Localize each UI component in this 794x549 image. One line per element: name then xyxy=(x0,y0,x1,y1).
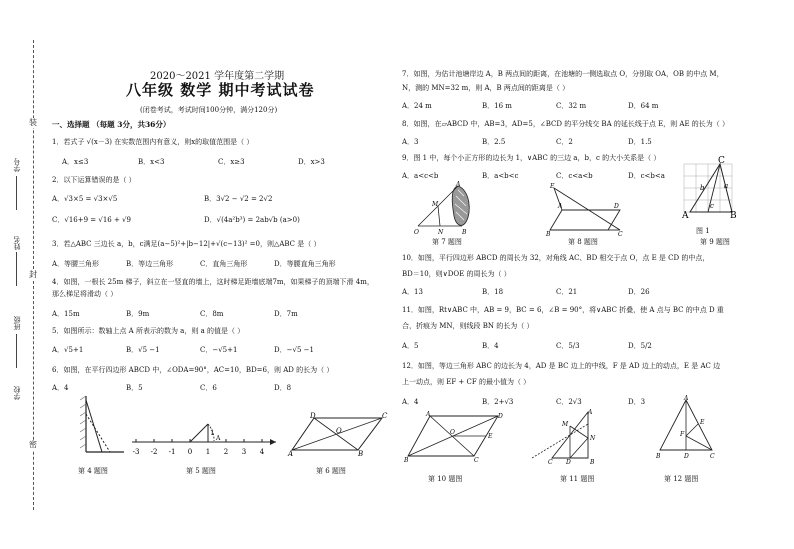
q8-option-a: A．3 xyxy=(402,138,419,146)
svg-text:M: M xyxy=(562,421,569,428)
figure-4 xyxy=(66,392,126,458)
q7-option-a: A．24 m xyxy=(402,102,432,110)
q9-option-b: B．a<b<c xyxy=(482,172,519,180)
question-4-line1: 4．如图，一根长 25m 梯子，斜立在一竖直的墙上，这时梯足距墙底端7m，如果梯子的顶端下滑 4m， xyxy=(52,278,374,286)
svg-text:C: C xyxy=(718,156,725,166)
q1-option-b: B．x<3 xyxy=(138,158,165,166)
question-9: 9．图 1 中，每个小正方形的边长为 1，∨ABC 的三边 a，b，c 的大小关系是（ ） xyxy=(402,154,661,162)
svg-text:A: A xyxy=(456,181,461,188)
svg-text:N: N xyxy=(590,435,596,442)
q9-option-d: D．c<b<a xyxy=(628,172,665,180)
figure-10 xyxy=(402,410,502,462)
figure-6 xyxy=(288,410,388,458)
svg-text:A: A xyxy=(288,450,294,458)
q12-option-a: A．4 xyxy=(402,398,419,406)
caption-figure-5: 第 5 题图 xyxy=(186,467,216,475)
svg-text:F: F xyxy=(680,431,685,438)
question-8: 8．如图，在▱ABCD 中，AB=3，AD=5，∠BCD 的平分线交 BA 的延长线于点 E，则 AE 的长为（ ） xyxy=(402,120,730,128)
tick-label: -2 xyxy=(150,448,158,456)
svg-text:B: B xyxy=(546,231,551,238)
caption-figure-10: 第 10 题图 xyxy=(428,475,463,483)
field-student-id: 学号 xyxy=(13,158,21,172)
q9-option-c: C．c<a<b xyxy=(556,172,593,180)
svg-text:b: b xyxy=(700,184,705,192)
question-10-line2: BD＝10，则∨DOE 的周长为（ ） xyxy=(402,270,511,278)
field-line xyxy=(16,176,17,210)
svg-text:C: C xyxy=(618,231,623,238)
svg-text:A: A xyxy=(426,411,431,418)
binding-word: 装 xyxy=(29,118,37,127)
q12-option-c: C．2√3 xyxy=(556,398,582,406)
q8-option-d: D．1.5 xyxy=(628,138,652,146)
svg-text:A: A xyxy=(588,409,593,416)
q1-option-a: A．x≤3 xyxy=(62,158,89,166)
tick-label: 3 xyxy=(241,448,247,456)
q10-option-a: A．13 xyxy=(402,288,423,296)
svg-text:B: B xyxy=(462,229,467,236)
q8-option-c: C．2 xyxy=(556,138,573,146)
question-7-line1: 7．如图，为估计池塘岸边 A，B 两点间的距离，在池塘的一侧选取点 O，分别取 OA，OB 的中点 M， xyxy=(402,70,724,78)
q3-option-c: C．直角三角形 xyxy=(200,260,248,268)
svg-text:C: C xyxy=(382,412,388,420)
q9-option-a: A．a<c<b xyxy=(402,172,439,180)
q12-option-b: B．2+√3 xyxy=(482,398,514,406)
q6-option-b: B．5 xyxy=(126,384,143,392)
section-title: 一、选择题 （每题 3分，共36分） xyxy=(52,120,171,129)
svg-text:1: 1 xyxy=(210,429,215,437)
svg-text:C: C xyxy=(474,457,479,464)
binding-word: 封 xyxy=(29,270,37,279)
q3-option-a: A．等腰三角形 xyxy=(52,260,100,268)
q7-option-c: C．32 m xyxy=(556,102,587,110)
svg-text:C: C xyxy=(548,459,553,466)
tick-label: -3 xyxy=(132,448,140,456)
svg-text:M: M xyxy=(432,201,439,208)
binding-word: 密 xyxy=(29,440,37,449)
question-2: 2．以下运算错误的是（ ） xyxy=(52,176,136,184)
q11-option-a: A．5 xyxy=(402,342,419,350)
q2-option-d: D．√(4a²b³) = 2ab√b (a>0) xyxy=(204,216,300,224)
q5-option-a: A．√5+1 xyxy=(52,346,84,354)
figure-8 xyxy=(546,182,628,236)
caption-figure-4: 第 4 题图 xyxy=(78,467,108,475)
field-line xyxy=(16,334,17,368)
question-5: 5．如图所示：数轴上点 A 所表示的数为 a，则 a 的值是（ ） xyxy=(52,327,245,335)
svg-text:D: D xyxy=(310,412,316,420)
svg-text:A: A xyxy=(558,203,563,210)
q4-option-c: C．8m xyxy=(200,310,224,318)
svg-text:N: N xyxy=(438,229,444,236)
q10-option-d: D．26 xyxy=(628,288,650,296)
q7-option-b: B．16 m xyxy=(482,102,512,110)
q4-option-b: B．9m xyxy=(126,310,150,318)
question-6: 6．如图，在平行四边形 ABCD 中，∠ODA=90°，AC=10，BD=6，则 AD 的长为（ ） xyxy=(52,366,334,374)
figure-5-number-line xyxy=(130,414,280,462)
exam-note: (闭卷考试，考试时间100分钟，满分120分) xyxy=(140,106,278,114)
q2-option-b: B．3√2 − √2 = 2√2 xyxy=(204,195,273,203)
q6-option-c: C．6 xyxy=(200,384,217,392)
field-school: 学校 xyxy=(13,386,21,400)
caption-figure-6: 第 6 题图 xyxy=(316,467,346,475)
q10-option-b: B．18 xyxy=(482,288,504,296)
q2-option-c: C．√16+9 = √16 + √9 xyxy=(52,216,131,224)
exam-title: 八年级 数学 期中考试试卷 xyxy=(126,81,315,99)
svg-text:O: O xyxy=(414,229,419,236)
q5-option-b: B．√5 −1 xyxy=(126,346,160,354)
caption-figure-11: 第 11 题图 xyxy=(560,475,595,483)
question-4-line2: 那么梯足将滑动（ ） xyxy=(52,290,118,298)
q8-option-b: B．2.5 xyxy=(482,138,506,146)
figure-12 xyxy=(654,396,718,462)
q3-option-b: B．等边三角形 xyxy=(126,260,174,268)
q6-option-d: D．8 xyxy=(274,384,292,392)
q11-option-c: C．5/3 xyxy=(556,342,580,350)
exam-year: 2020～2021 学年度第二学期 xyxy=(150,71,285,82)
svg-text:O: O xyxy=(450,429,455,436)
svg-text:C: C xyxy=(710,453,715,460)
caption-figure-12: 第 12 题图 xyxy=(664,475,699,483)
q1-option-d: D．x>3 xyxy=(298,158,325,166)
svg-text:A: A xyxy=(684,395,689,402)
tick-label: 0 xyxy=(187,448,193,456)
q3-option-d: D．等腰直角三角形 xyxy=(274,260,336,268)
question-7-line2: N，测的 MN=32 m，则 A，B 两点间的距离是（ ） xyxy=(402,84,570,92)
svg-text:B: B xyxy=(590,459,595,466)
svg-text:A: A xyxy=(682,211,689,221)
svg-text:O: O xyxy=(336,427,342,435)
field-class: 班级 xyxy=(13,316,21,330)
q4-option-a: A．15m xyxy=(52,310,80,318)
field-name: 姓名 xyxy=(13,236,21,250)
svg-text:B: B xyxy=(358,450,364,458)
question-11-line2: 合，折痕为 MN，则线段 BN 的长为（ ） xyxy=(402,322,534,330)
tick-label: 2 xyxy=(223,448,229,456)
question-3: 3．若△ABC 三边长 a，b，c满足(a−5)²+|b−12|+√(c−13)² =0，则△ABC 是（ ） xyxy=(52,240,321,248)
question-10-line1: 10．如图，平行四边形 ABCD 的周长为 32，对角线 AC、BD 相交于点 O，点 E 是 CD 的中点， xyxy=(402,254,710,262)
figure-7 xyxy=(412,182,482,236)
svg-text:B: B xyxy=(656,453,661,460)
q6-option-a: A．4 xyxy=(52,384,69,392)
svg-text:D: D xyxy=(566,459,571,466)
q5-option-c: C．−√5+1 xyxy=(200,346,238,354)
svg-text:D: D xyxy=(614,203,619,210)
svg-text:B: B xyxy=(404,457,409,464)
figure-9-grid xyxy=(680,156,744,234)
binding-margin xyxy=(0,0,44,549)
q1-option-c: C．x≥3 xyxy=(218,158,245,166)
q10-option-c: C．21 xyxy=(556,288,578,296)
tick-label: 1 xyxy=(205,448,211,456)
question-1: 1．若式子 √(x－3) 在实数范围内有意义，则x的取值范围是（ ） xyxy=(52,138,254,146)
q2-option-a: A．√3×5 = √3×√5 xyxy=(52,195,118,203)
tick-label: -1 xyxy=(168,448,176,456)
q11-option-d: D．5/2 xyxy=(628,342,652,350)
q11-option-b: B．4 xyxy=(482,342,499,350)
field-line xyxy=(16,252,17,286)
svg-text:c: c xyxy=(710,202,714,210)
figure-9-label: 图 1 xyxy=(696,227,710,235)
q12-option-d: D．3 xyxy=(628,398,646,406)
q7-option-d: D．64 m xyxy=(628,102,659,110)
svg-text:E: E xyxy=(700,419,705,426)
question-12-line1: 12．如图，等边三角形 ABC 的边长为 4，AD 是 BC 边上的中线，F 是 AD 边上的动点，E 是 AC 边 xyxy=(402,362,721,370)
svg-text:A: A xyxy=(216,435,221,442)
question-12-line2: 上一动点，则 EF + CF 的最小值为（ ） xyxy=(402,378,531,386)
caption-figure-9: 第 9 题图 xyxy=(700,238,730,246)
svg-text:E: E xyxy=(550,183,555,190)
caption-figure-8: 第 8 题图 xyxy=(568,238,598,246)
svg-text:E: E xyxy=(488,433,493,440)
caption-figure-7: 第 7 题图 xyxy=(432,238,462,246)
q5-option-d: D．−√5 −1 xyxy=(274,346,314,354)
svg-text:a: a xyxy=(724,182,729,190)
svg-text:D: D xyxy=(498,413,503,420)
tick-label: 4 xyxy=(259,448,265,456)
figure-11 xyxy=(530,408,610,464)
svg-text:D: D xyxy=(684,453,689,460)
q4-option-d: D．7m xyxy=(274,310,298,318)
question-11-line1: 11．如图，Rt∨ABC 中，AB = 9，BC = 6，∠B = 90°，将∨ABC 折叠，使 A 点与 BC 的中点 D 重 xyxy=(402,306,724,314)
svg-text:B: B xyxy=(730,211,737,221)
